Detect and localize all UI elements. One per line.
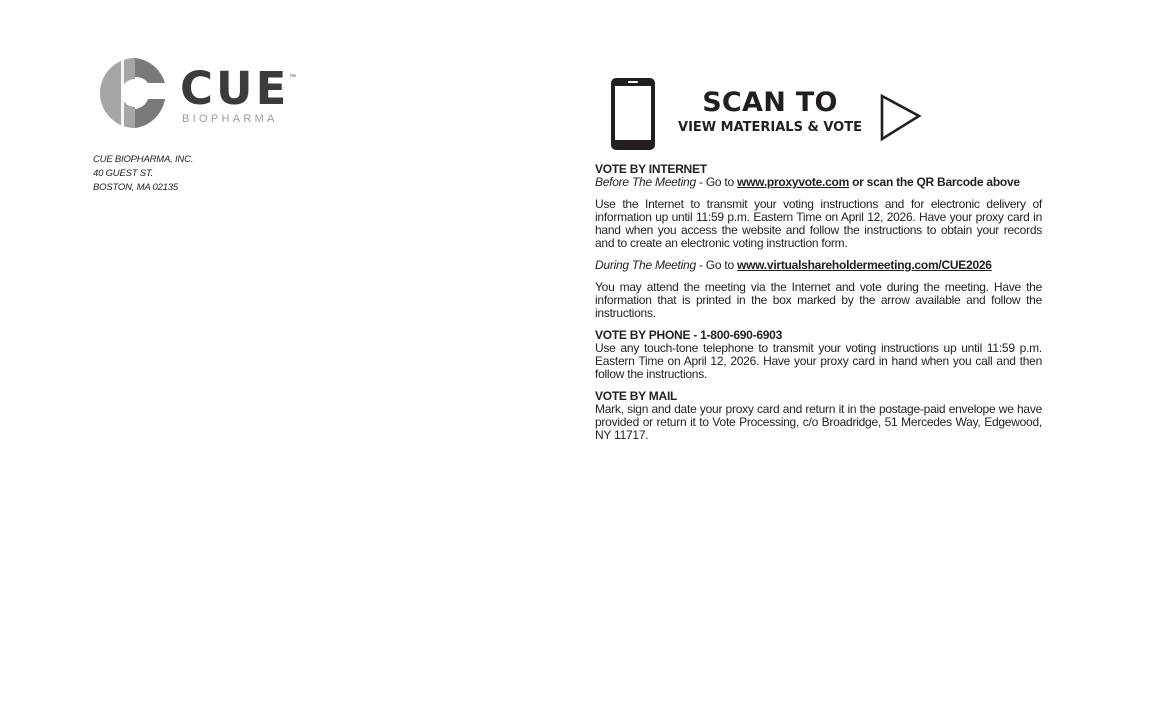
before-go-text: - Go to xyxy=(695,175,738,189)
play-arrow-icon xyxy=(880,94,922,142)
during-go-text: - Go to xyxy=(695,258,737,272)
before-meeting-body: Use the Internet to transmit your voting instructions and for electronic delivery of information up until 11:59 p.m. Eastern Time on April 12, 2026. Have your proxy card in hand when you access the website and follow the instructions to obtain your records and to create an electronic voting instruction form. xyxy=(595,197,1042,250)
during-meeting-label: During The Meeting xyxy=(595,258,696,272)
company-address xyxy=(93,153,193,195)
trademark-symbol: ™ xyxy=(289,74,296,81)
logo-subtext: BIOPHARMA xyxy=(182,113,278,125)
address-line-street: 40 GUEST ST. xyxy=(93,168,154,179)
scan-banner xyxy=(608,75,928,153)
vote-mail-body: Mark, sign and date your proxy card and return it in the postage-paid envelope we have provided or return it to Vote Processing, c/o Broadridge, 51 Mercedes Way, Edgewood, NY 11717. xyxy=(595,402,1042,442)
during-meeting-line xyxy=(595,259,1042,272)
company-logo xyxy=(96,56,306,132)
vote-mail-heading: VOTE BY MAIL xyxy=(595,389,678,403)
before-meeting-line xyxy=(595,176,1042,189)
scan-subtitle: VIEW MATERIALS & VOTE xyxy=(678,120,862,135)
virtual-meeting-link[interactable]: www.virtualshareholdermeeting.com/CUE2026 xyxy=(737,258,992,272)
scan-title: SCAN TO xyxy=(702,87,838,118)
vote-phone-body: Use any touch-tone telephone to transmit your voting instructions up until 11:59 p.m. Eastern Time on April 12, 2026. Have your proxy card in hand when you call and then follow the instructions. xyxy=(595,341,1042,381)
during-meeting-body: You may attend the meeting via the Internet and vote during the meeting. Have the information that is printed in the box marked by the arrow available and follow the instructions. xyxy=(595,280,1042,320)
before-meeting-label: Before The Meeting xyxy=(595,175,696,189)
cue-logo-mark-icon xyxy=(96,56,172,132)
vote-phone-heading: VOTE BY PHONE - 1-800-690-6903 xyxy=(595,328,783,342)
smartphone-icon xyxy=(610,77,656,151)
proxyvote-link[interactable]: www.proxyvote.com xyxy=(737,175,850,189)
voting-instructions xyxy=(595,163,1042,442)
address-line-company: CUE BIOPHARMA, INC. xyxy=(93,154,194,165)
logo-wordmark: CUE xyxy=(180,62,290,115)
address-line-city: BOSTON, MA 02135 xyxy=(93,182,178,193)
vote-internet-heading: VOTE BY INTERNET xyxy=(595,162,707,176)
qr-barcode-note: or scan the QR Barcode above xyxy=(849,175,1020,189)
